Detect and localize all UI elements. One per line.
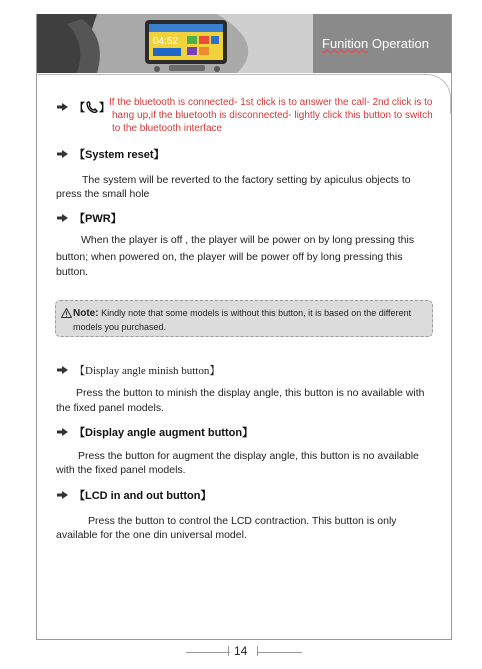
- lcd-text-line-1: Press the button to control the LCD contraction. This button is only: [88, 515, 397, 527]
- pwr-heading-row: [56, 210, 122, 226]
- arrow-bullet-icon: [56, 213, 68, 223]
- display-augment-text-line-1: Press the button for augment the display angle, this button is no available: [78, 450, 419, 462]
- footer-line-left: [186, 652, 230, 653]
- bracket-close: 】: [99, 102, 110, 114]
- display-minish-heading-row: [56, 362, 220, 378]
- footer-tick-right: [257, 646, 258, 656]
- lcd-text-line-2: available for the one din universal model.: [56, 529, 247, 541]
- arrow-bullet-icon: [56, 149, 68, 159]
- system-reset-heading-row: [56, 146, 165, 162]
- pwr-heading: 【PWR】: [74, 213, 122, 225]
- warning-icon: [61, 308, 72, 318]
- display-minish-text-line-1: Press the button to minish the display angle, this button is no available with: [76, 387, 425, 399]
- arrow-bullet-icon: [56, 427, 68, 437]
- footer-tick-left: [228, 646, 229, 656]
- bracket-open: 【: [74, 102, 85, 114]
- arrow-bullet-icon: [56, 490, 68, 500]
- phone-icon: [85, 101, 99, 113]
- system-reset-heading: 【System reset】: [74, 149, 165, 161]
- page-title: Funition Operation: [322, 36, 429, 51]
- bluetooth-text-line-3: to the bluetooth interface: [112, 123, 223, 134]
- display-minish-heading: 【Display angle minish button】: [74, 365, 221, 377]
- display-augment-heading-row: [56, 424, 253, 440]
- display-augment-text-line-2: with the fixed panel models.: [56, 464, 186, 476]
- footer-line-right: [258, 652, 302, 653]
- arrow-bullet-icon: [56, 365, 68, 375]
- note-text-line-1: Note: Kindly note that some models is without this button, it is based on the different: [73, 308, 412, 319]
- note-text-line-2: models you purchased.: [73, 322, 167, 332]
- bluetooth-text-line-1: If the bluetooth is connected- 1st click is to answer the call- 2nd click is to: [109, 97, 433, 108]
- pwr-text-line-2: button; when powered on, the player will be power off by long pressing this: [56, 251, 403, 263]
- arrow-bullet-icon: [56, 102, 68, 112]
- display-augment-heading: 【Display angle augment button】: [74, 427, 254, 439]
- system-reset-text-line-1: The system will be reverted to the factory setting by apiculus objects to: [82, 174, 411, 186]
- header-car-photo: [37, 14, 313, 73]
- pwr-text-line-3: button.: [56, 266, 89, 278]
- system-reset-text-line-2: press the small hole: [56, 188, 150, 200]
- bluetooth-text-line-2: hang up,if the bluetooth is disconnected- lightly click this button to switch: [112, 110, 433, 121]
- pwr-text-line-1: When the player is off , the player will be power on by long pressing this: [81, 234, 415, 246]
- lcd-heading: 【LCD in and out button】: [74, 490, 212, 502]
- lcd-heading-row: [56, 487, 211, 503]
- page-number: 14: [234, 644, 248, 658]
- page-frame-right-edge: [451, 14, 452, 640]
- bluetooth-item: [56, 99, 110, 115]
- svg-text:04:52: 04:52: [153, 36, 179, 47]
- display-minish-text-line-2: the fixed panel models.: [56, 402, 164, 414]
